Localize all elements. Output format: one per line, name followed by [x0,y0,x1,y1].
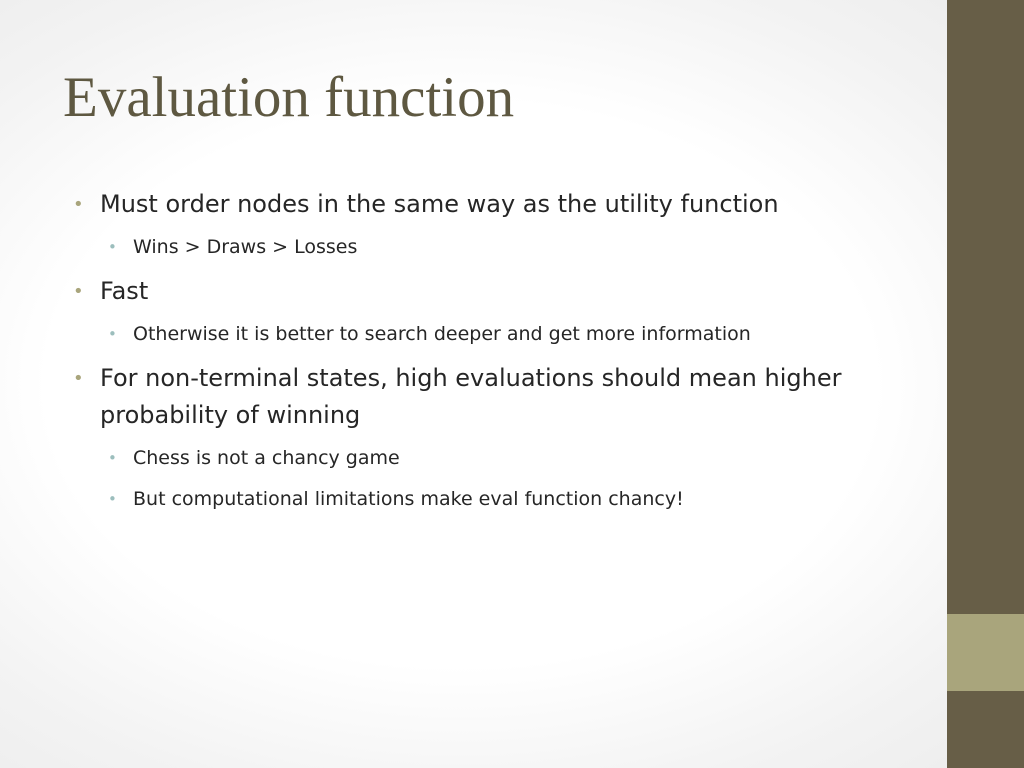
sub-bullet-dot-icon: • [108,449,117,467]
bullet-text: For non-terminal states, high evaluations should mean higher probability of winning [100,364,842,429]
sub-bullet-text: Otherwise it is better to search deeper and get more information [133,323,751,345]
sub-bullet-text: Chess is not a chancy game [133,447,400,469]
decorative-sidebar [947,0,1024,768]
sidebar-accent-block [947,614,1024,691]
sub-bullet-dot-icon: • [108,238,117,256]
sub-bullet-item [73,314,913,355]
bullet-dot-icon: • [73,368,84,389]
sub-bullet-text: Wins > Draws > Losses [133,236,358,258]
bullet-item [73,186,913,223]
sub-bullet-dot-icon: • [108,325,117,343]
bullet-item [73,273,913,310]
bullet-dot-icon: • [73,194,84,215]
sub-bullet-list [73,227,913,268]
slide-title: Evaluation function [63,66,515,129]
sub-bullet-item [73,438,913,479]
bullet-text: Fast [100,277,149,305]
sub-bullet-list [73,314,913,355]
bullet-item [73,360,913,434]
bullet-text: Must order nodes in the same way as the utility function [100,190,779,218]
bullet-list [73,186,913,525]
sub-bullet-dot-icon: • [108,490,117,508]
sub-bullet-list [73,438,913,520]
bullet-dot-icon: • [73,281,84,302]
sub-bullet-item [73,227,913,268]
sub-bullet-text: But computational limitations make eval function chancy! [133,488,684,510]
sub-bullet-item [73,479,913,520]
